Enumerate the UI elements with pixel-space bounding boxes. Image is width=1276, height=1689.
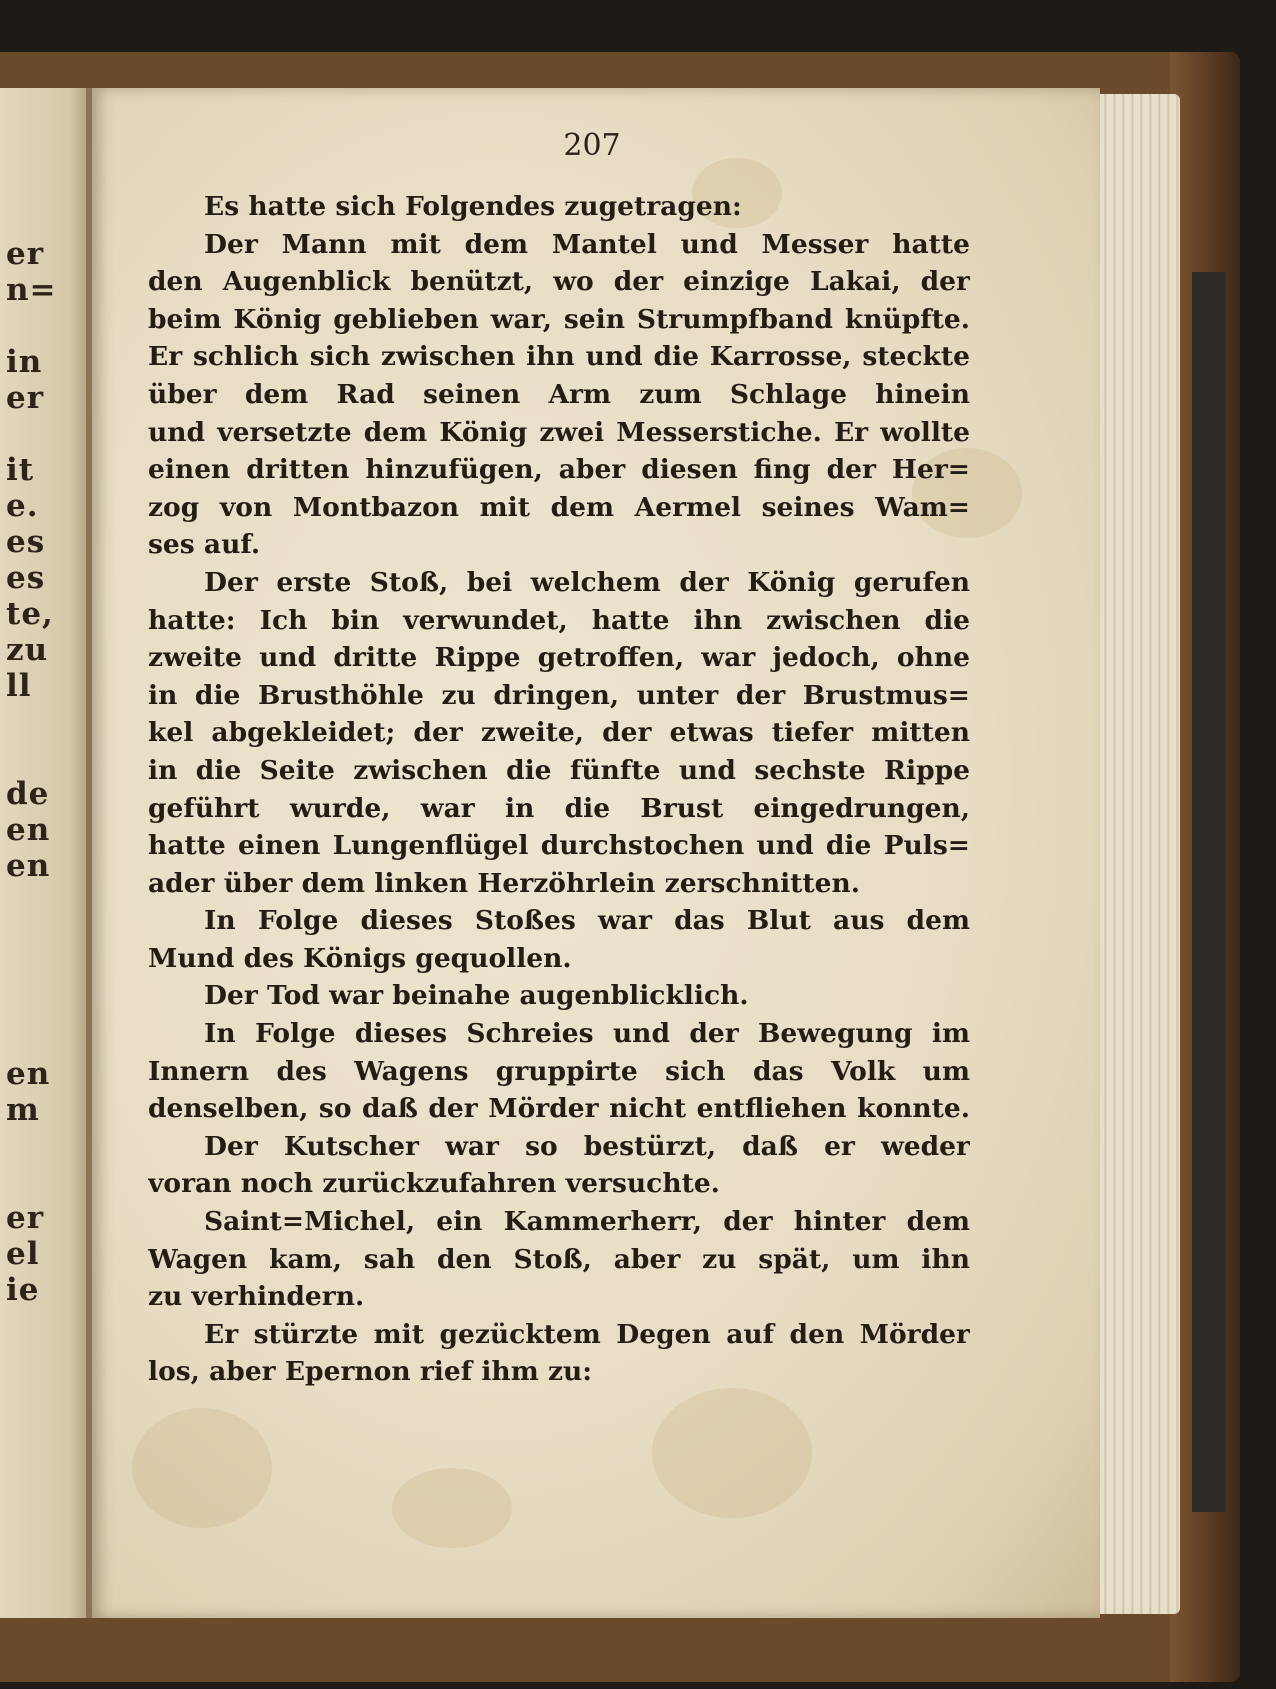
text-line: Saint=Michel, ein Kammerherr, der hinter dem bbox=[204, 1206, 970, 1238]
text-line: Er schlich sich zwischen ihn und die Karrosse, steckte bbox=[148, 341, 970, 373]
left-fragment: er bbox=[6, 1200, 45, 1236]
left-page bbox=[0, 88, 86, 1618]
text-line: Der Mann mit dem Mantel und Messer hatte bbox=[204, 228, 970, 260]
left-fragment: te, bbox=[6, 596, 54, 632]
paper-stain bbox=[392, 1468, 512, 1548]
text-line: Innern des Wagens gruppirte sich das Volk um bbox=[148, 1055, 970, 1087]
left-fragment: es bbox=[6, 560, 46, 596]
right-page bbox=[92, 88, 1100, 1618]
left-fragment: er bbox=[6, 236, 45, 272]
left-fragment: el bbox=[6, 1236, 40, 1272]
book bbox=[0, 52, 1240, 1682]
left-fragment: er bbox=[6, 380, 45, 416]
cover-strip bbox=[1192, 272, 1226, 1512]
text-line: hatte einen Lungenflügel durchstochen und die Puls= bbox=[148, 830, 970, 862]
left-fragment: es bbox=[6, 524, 46, 560]
book-cover-edge bbox=[1170, 52, 1240, 1682]
text-line: ses auf. bbox=[148, 529, 261, 561]
text-line: und versetzte dem König zwei Messerstiche. Er wollte bbox=[148, 416, 970, 448]
text-line: über dem Rad seinen Arm zum Schlage hinein bbox=[148, 378, 970, 410]
text-line: Mund des Königs gequollen. bbox=[148, 942, 572, 974]
text-line: den Augenblick benützt, wo der einzige Lakai, der bbox=[148, 266, 970, 298]
body-text bbox=[148, 188, 970, 1391]
text-line: voran noch zurückzufahren versuchte. bbox=[148, 1168, 720, 1200]
text-line: zweite und dritte Rippe getroffen, war jedoch, ohne bbox=[148, 642, 970, 674]
text-line: In Folge dieses Schreies und der Bewegung im bbox=[204, 1018, 970, 1050]
page-number: 207 bbox=[563, 128, 621, 163]
left-fragment: e. bbox=[6, 488, 39, 524]
text-line: Wagen kam, sah den Stoß, aber zu spät, um ihn bbox=[148, 1243, 970, 1275]
text-line: in die Seite zwischen die fünfte und sechste Rippe bbox=[148, 754, 970, 786]
left-fragment: en bbox=[6, 848, 51, 884]
left-fragment: n= bbox=[6, 272, 57, 308]
left-fragment: in bbox=[6, 344, 43, 380]
left-fragment: de bbox=[6, 776, 50, 812]
left-fragment: zu bbox=[6, 632, 49, 668]
text-line: zu verhindern. bbox=[148, 1281, 365, 1313]
text-line: In Folge dieses Stoßes war das Blut aus dem bbox=[204, 905, 970, 937]
left-fragment: it bbox=[6, 452, 35, 488]
text-line: Der Kutscher war so bestürzt, daß er weder bbox=[204, 1130, 970, 1162]
text-line: zog von Montbazon mit dem Aermel seines Wam= bbox=[148, 491, 970, 523]
text-line: los, aber Epernon rief ihm zu: bbox=[148, 1356, 593, 1388]
text-line: hatte: Ich bin verwundet, hatte ihn zwischen die bbox=[148, 604, 970, 636]
text-line: einen dritten hinzufügen, aber diesen fing der Her= bbox=[148, 454, 970, 486]
left-fragment: en bbox=[6, 812, 51, 848]
text-line: Der Tod war beinahe augenblicklich. bbox=[204, 980, 749, 1012]
text-line: geführt wurde, war in die Brust eingedrungen, bbox=[148, 792, 970, 824]
text-line: Es hatte sich Folgendes zugetragen: bbox=[204, 191, 742, 222]
text-line: in die Brusthöhle zu dringen, unter der Brustmus= bbox=[148, 679, 970, 711]
text-line: Der erste Stoß, bei welchem der König gerufen bbox=[204, 566, 970, 598]
left-fragment: m bbox=[6, 1092, 40, 1128]
text-line: kel abgekleidet; der zweite, der etwas tiefer mitten bbox=[148, 717, 970, 749]
text-line: ader über dem linken Herzöhrlein zerschnitten. bbox=[148, 867, 861, 899]
paper-stain bbox=[132, 1408, 272, 1528]
left-fragment: ll bbox=[6, 668, 32, 704]
text-line: denselben, so daß der Mörder nicht entfliehen konnte. bbox=[148, 1093, 970, 1125]
paper-stain bbox=[652, 1388, 812, 1518]
left-fragment: en bbox=[6, 1056, 51, 1092]
text-line: Er stürzte mit gezücktem Degen auf den Mörder bbox=[204, 1318, 970, 1350]
left-fragment: ie bbox=[6, 1272, 40, 1308]
text-line: beim König geblieben war, sein Strumpfband knüpfte. bbox=[148, 303, 970, 335]
